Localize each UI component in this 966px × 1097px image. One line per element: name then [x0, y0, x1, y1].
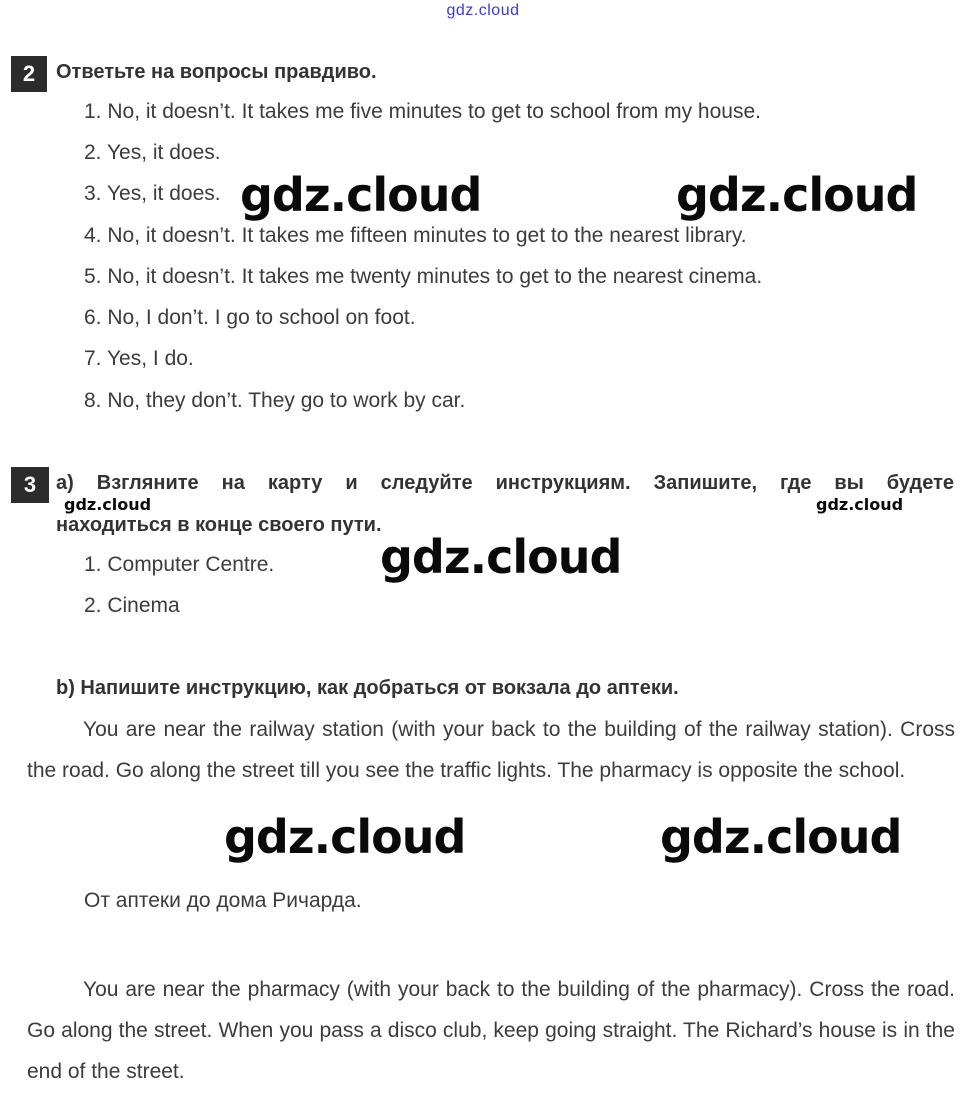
task-title: Ответьте на вопросы правдиво. [56, 61, 377, 83]
watermark: gdz.cloud [676, 168, 918, 222]
task-part-a-heading-cont: находиться в конце своего пути. [56, 514, 382, 536]
answer-item: 1. Computer Centre. [84, 553, 275, 576]
answer-item: 6. No, I don’t. I go to school on foot. [84, 306, 416, 329]
watermark-small: gdz.cloud [64, 495, 152, 514]
watermark-small: gdz.cloud [816, 495, 904, 514]
instruction-paragraph [27, 969, 955, 1092]
answer-item: 7. Yes, I do. [84, 347, 194, 370]
answer-item: 2. Cinema [84, 594, 180, 617]
task-part-a-heading: a) Взгляните на карту и следуйте инструкциям. Запишите, где вы будете [56, 472, 954, 494]
task-number-badge: 3 [11, 467, 49, 503]
answer-item: 5. No, it doesn’t. It takes me twenty minutes to get to the nearest cinema. [84, 265, 763, 288]
answer-item: 8. No, they don’t. They go to work by car. [84, 389, 466, 412]
answer-item: 4. No, it doesn’t. It takes me fifteen minutes to get to the nearest library. [84, 224, 747, 247]
task-part-b-heading: b) Напишите инструкцию, как добраться от вокзала до аптеки. [56, 677, 679, 699]
task-number-badge: 2 [11, 56, 47, 92]
watermark: gdz.cloud [380, 530, 622, 584]
watermark: gdz.cloud [224, 810, 466, 864]
part-b-subtitle: От аптеки до дома Ричарда. [84, 889, 362, 912]
instruction-paragraph [27, 709, 955, 791]
watermark: gdz.cloud [240, 168, 482, 222]
site-header-mark: gdz.cloud [446, 2, 520, 19]
instruction-text: You are near the pharmacy (with your back to the building of the pharmacy). Cross the road. Go along the street. When you pass a disco club, keep going straight. The Richard’s house is in the end of the street. [27, 978, 955, 1083]
watermark: gdz.cloud [660, 810, 902, 864]
answer-item: 1. No, it doesn’t. It takes me five minutes to get to school from my house. [84, 100, 761, 123]
instruction-text: You are near the railway station (with your back to the building of the railway station). Cross the road. Go along the street till you see the traffic lights. The pharmacy is opposite the school. [27, 718, 955, 782]
answer-item: 2. Yes, it does. [84, 141, 221, 164]
answer-item: 3. Yes, it does. [84, 182, 221, 205]
